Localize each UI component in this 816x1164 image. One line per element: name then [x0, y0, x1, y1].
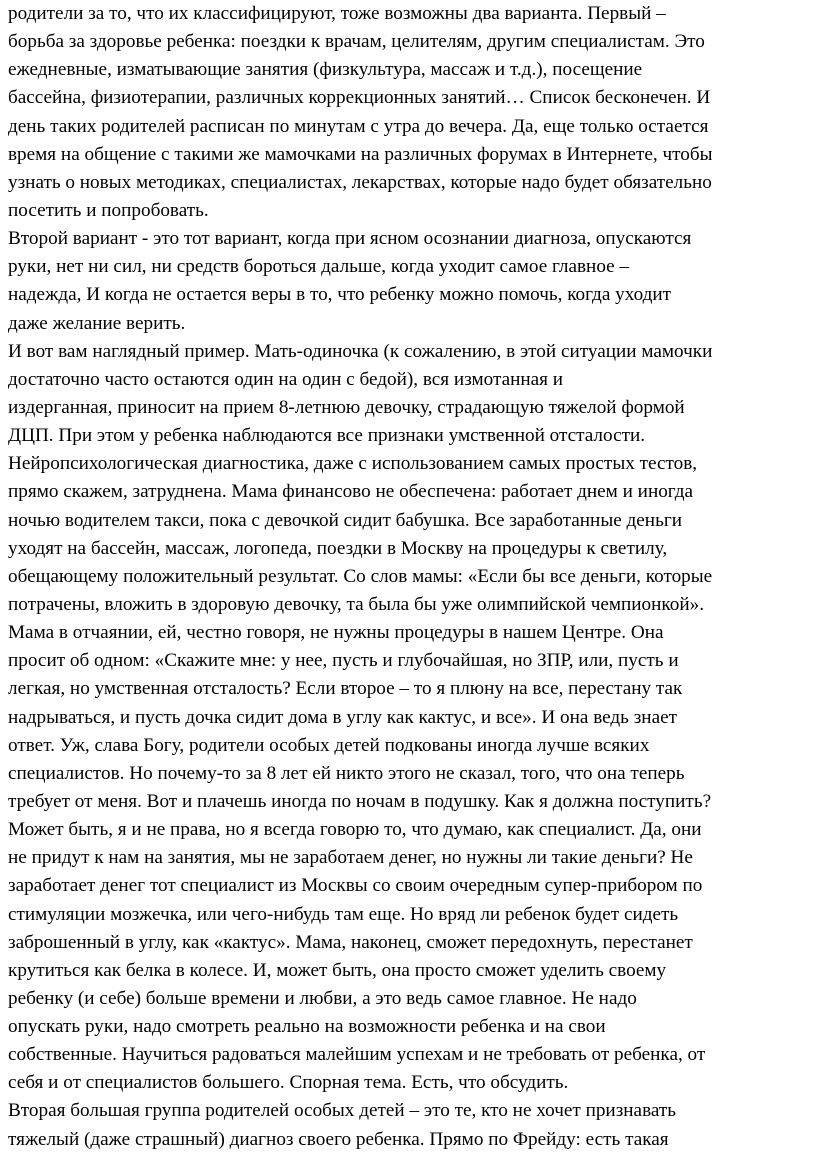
text-line: специалистов. Но почему-то за 8 лет ей никто этого не сказал, того, что она теперь [8, 762, 685, 784]
text-line: стимуляции мозжечка, или чего-нибудь там еще. Но вряд ли ребенок будет сидеть [8, 903, 679, 925]
text-line: собственные. Научиться радоваться малейшим успехам и не требовать от ребенка, от [8, 1044, 706, 1066]
text-line: крутиться как белка в колесе. И, может быть, она просто сможет уделить своему [8, 959, 667, 981]
text-line: узнать о новых методиках, специалистах, лекарствах, которые надо будет обязательно [8, 171, 712, 193]
text-line: ночью водителем такси, пока с девочкой сидит бабушка. Все заработанные деньги [8, 509, 682, 531]
text-line: надрываться, и пусть дочка сидит дома в углу как кактус, и все». И она ведь знает [8, 706, 677, 728]
text-line: ребенку (и себе) больше времени и любви, а это ведь самое главное. Не надо [8, 987, 637, 1009]
text-line: посетить и попробовать. [8, 199, 209, 221]
text-line: ДЦП. При этом у ребенка наблюдаются все признаки умственной отсталости. [8, 425, 646, 447]
text-line: Второй вариант - это тот вариант, когда при ясном осознании диагноза, опускаются [8, 228, 692, 250]
text-line: требует от меня. Вот и плачешь иногда по ночам в подушку. Как я должна поступить? [8, 790, 712, 812]
text-line: тяжелый (даже страшный) диагноз своего ребенка. Прямо по Фрейду: есть такая [8, 1128, 669, 1150]
text-line: достаточно часто остаются один на один с бедой), вся измотанная и [8, 368, 564, 390]
text-line: день таких родителей расписан по минутам с утра до вечера. Да, еще только остается [8, 115, 709, 137]
text-line: И вот вам наглядный пример. Мать-одиночка (к сожалению, в этой ситуации мамочки [8, 340, 713, 362]
text-line: даже желание верить. [8, 312, 186, 334]
document-page [8, 0, 808, 1154]
text-line: издерганная, приносит на прием 8-летнюю девочку, страдающую тяжелой формой [8, 396, 685, 418]
text-line: легкая, но умственная отсталость? Если второе – то я плюну на все, перестану так [8, 678, 683, 700]
text-line: надежда, И когда не остается веры в то, что ребенку можно помочь, когда уходит [8, 284, 672, 306]
text-line: бассейна, физиотерапии, различных коррекционных занятий… Список бесконечен. И [8, 87, 711, 109]
text-line: руки, нет ни сил, ни средств бороться дальше, когда уходит самое главное – [8, 256, 630, 278]
text-line: время на общение с такими же мамочками на различных форумах в Интернете, чтобы [8, 143, 713, 165]
text-line: потрачены, вложить в здоровую девочку, та была бы уже олимпийской чемпионкой». [8, 593, 705, 615]
text-line: не придут к нам на занятия, мы не заработаем денег, но нужны ли такие деньги? Не [8, 847, 693, 869]
text-line: борьба за здоровье ребенка: поездки к врачам, целителям, другим специалистам. Это [8, 31, 705, 53]
text-line: родители за то, что их классифицируют, тоже возможны два варианта. Первый – [8, 3, 666, 24]
text-line: себя и от специалистов большего. Спорная тема. Есть, что обсудить. [8, 1072, 569, 1094]
text-line: просит об одном: «Скажите мне: у нее, пусть и глубочайшая, но ЗПР, или, пусть и [8, 650, 679, 672]
text-line: Нейропсихологическая диагностика, даже с использованием самых простых тестов, [8, 453, 698, 475]
text-line: заброшенный в углу, как «кактус». Мама, наконец, сможет передохнуть, перестанет [8, 931, 693, 953]
text-line: опускать руки, надо смотреть реально на возможности ребенка и на свои [8, 1016, 606, 1038]
text-line: ответ. Уж, слава Богу, родители особых детей подкованы иногда лучше всяких [8, 734, 650, 756]
text-line: уходят на бассейн, массаж, логопеда, поездки в Москву на процедуры к светилу, [8, 537, 668, 559]
text-line: Может быть, я и не права, но я всегда говорю то, что думаю, как специалист. Да, они [8, 819, 702, 841]
text-line: Вторая большая группа родителей особых детей – это те, кто не хочет признавать [8, 1100, 677, 1122]
text-line: прямо скажем, затруднена. Мама финансово не обеспечена: работает днем и иногда [8, 481, 693, 503]
text-line: заработает денег тот специалист из Москвы со своим очередным супер-прибором по [8, 875, 703, 897]
text-line: обещающему положительный результат. Со слов мамы: «Если бы все деньги, которые [8, 565, 713, 587]
text-line: Мама в отчаянии, ей, честно говоря, не нужны процедуры в нашем Центре. Она [8, 622, 664, 644]
text-line: ежедневные, изматывающие занятия (физкультура, массаж и т.д.), посещение [8, 59, 643, 81]
